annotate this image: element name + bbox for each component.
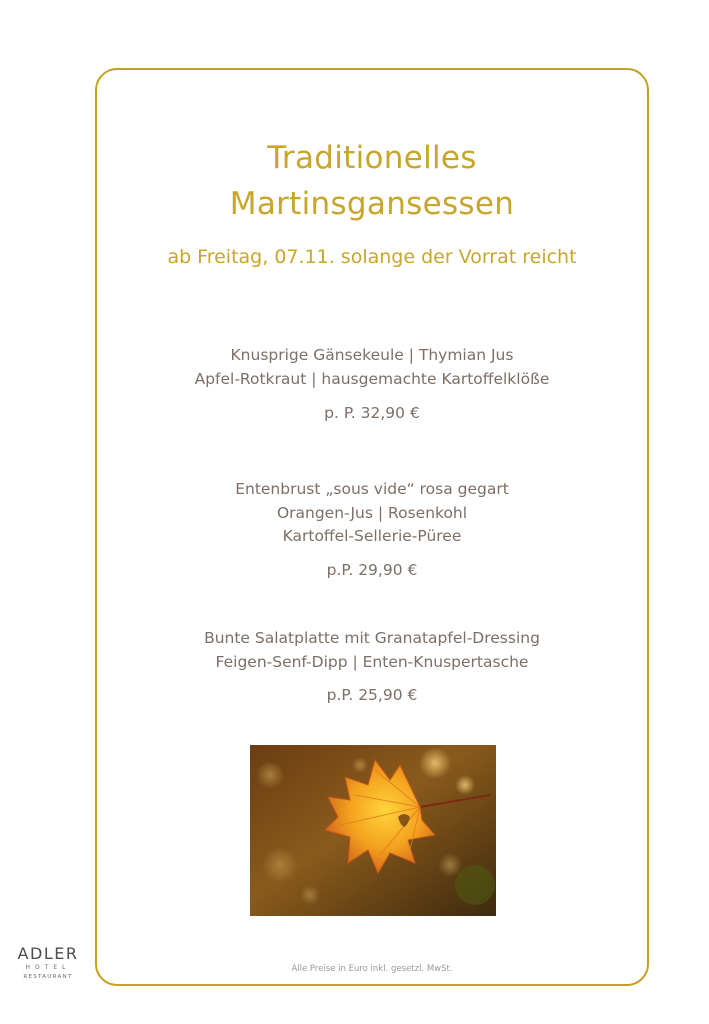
dish-2-line-2: Orangen-Jus | Rosenkohl	[276, 503, 468, 522]
dish-2-price: p.P. 29,90 €	[326, 561, 418, 579]
dish-1-line-2: Apfel-Rotkraut | hausgemachte Kartoffelklöße	[194, 369, 550, 388]
dish-2-description	[95, 478, 649, 549]
adler-hotel-logo	[12, 945, 84, 981]
logo-hotel: HOTEL	[25, 964, 71, 971]
dish-3-line-1: Bunte Salatplatte mit Granatapfel-Dressing	[204, 629, 540, 647]
dish-3-price: p.P. 25,90 €	[326, 686, 418, 704]
logo-name: ADLER	[17, 944, 79, 963]
dish-1-description	[95, 344, 649, 391]
dish-2-line-3: Kartoffel-Sellerie-Püree	[282, 527, 462, 545]
title-line-1: Traditionelles	[267, 140, 477, 176]
logo-restaurant: RESTAURANT	[23, 974, 73, 980]
dish-1-line-1: Knusprige Gänsekeule | Thymian Jus	[230, 346, 514, 364]
title-line-2: Martinsgansessen	[229, 186, 515, 222]
autumn-leaf-photo	[250, 745, 496, 916]
subtitle: ab Freitag, 07.11. solange der Vorrat reicht	[167, 246, 577, 268]
dish-1-price: p. P. 32,90 €	[324, 404, 420, 422]
dish-3-line-2: Feigen-Senf-Dipp | Enten-Knuspertasche	[215, 652, 529, 671]
dish-2-line-1: Entenbrust „sous vide“ rosa gegart	[235, 480, 509, 498]
price-disclaimer: Alle Preise in Euro inkl. gesetzl. MwSt.	[291, 964, 453, 974]
dish-3-description	[95, 627, 649, 674]
